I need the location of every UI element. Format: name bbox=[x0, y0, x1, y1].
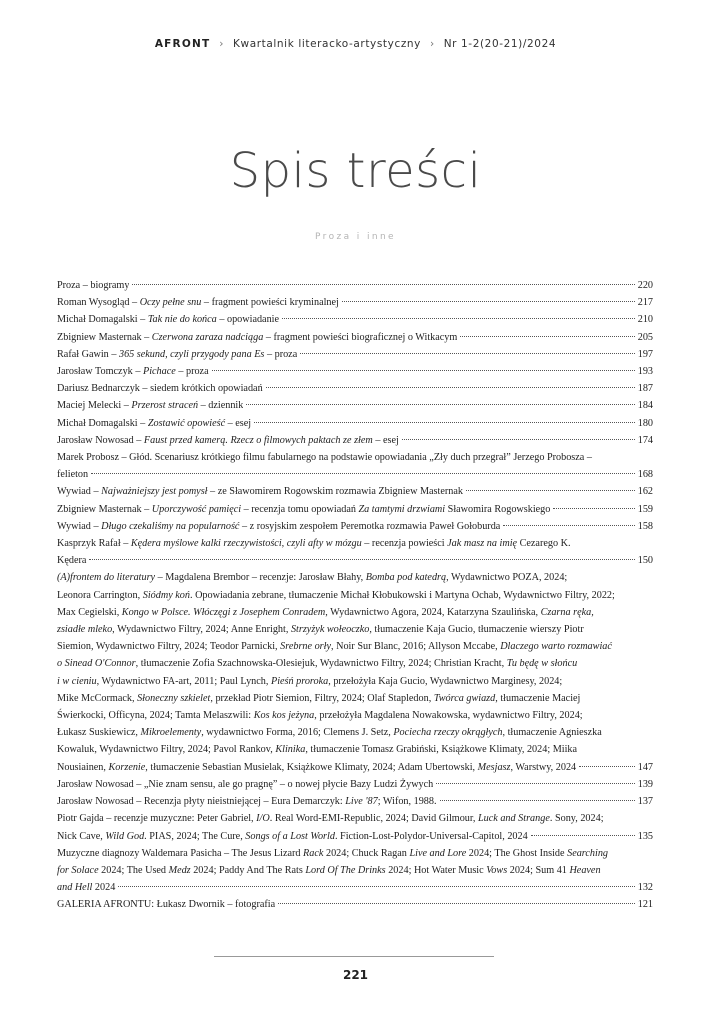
toc-description: – recenzja powieści bbox=[361, 538, 448, 550]
toc-page-number: 158 bbox=[637, 520, 653, 532]
toc-description: Jarosław Nowosad – Recenzja płyty nieistniejącej – Eura Demarczyk: bbox=[57, 796, 346, 808]
toc-work-title: (A)frontem do literatury bbox=[57, 572, 156, 584]
toc-work-title: and Hell bbox=[57, 882, 93, 894]
toc-description: 2024 bbox=[92, 882, 116, 894]
toc-work-title: zsiadłe mleko bbox=[57, 624, 113, 636]
toc-entry bbox=[57, 793, 653, 810]
toc-description: – recenzja tomu opowiadań bbox=[241, 503, 359, 515]
toc-page-number: 159 bbox=[637, 503, 653, 515]
toc-work-title: o Sinead O'Connor bbox=[57, 658, 136, 670]
toc-entry bbox=[57, 363, 653, 380]
toc-description: Nousiainen, bbox=[57, 761, 109, 773]
breadcrumb-separator: › bbox=[219, 38, 225, 50]
toc-work-title: Dlaczego warto rozmawiać bbox=[500, 641, 612, 653]
toc-description: . Real Word-EMI-Republic, 2024; David Gilmour, bbox=[269, 813, 478, 825]
toc-page-number: 168 bbox=[637, 469, 653, 481]
toc-entry bbox=[57, 329, 653, 346]
toc-author: Jarosław Tomczyk – bbox=[57, 366, 143, 378]
toc-work-title: Pichace bbox=[142, 366, 176, 378]
toc-description: Max Cegielski, bbox=[57, 606, 122, 618]
toc-description: – dziennik bbox=[198, 400, 244, 412]
toc-work-title: Luck and Strange bbox=[477, 813, 550, 825]
toc-page-number: 180 bbox=[637, 417, 653, 429]
toc-entry-text bbox=[57, 828, 528, 845]
toc-entry-line bbox=[57, 724, 653, 741]
toc-author: Michał Domagalski – bbox=[57, 314, 148, 326]
toc-work-title: Kongo w Polsce. Włóczęgi z Josephem Conradem bbox=[121, 606, 326, 618]
toc-work-title: Wild God bbox=[105, 830, 145, 842]
toc-entry-last-line bbox=[57, 828, 653, 845]
toc-work-title: Srebrne orły bbox=[280, 641, 331, 653]
toc-description: Kowaluk, Wydawnictwo Filtry, 2024; Pavol Rankov, bbox=[57, 744, 276, 756]
toc-entry-line bbox=[57, 569, 653, 586]
toc-entry-line bbox=[57, 862, 653, 879]
section-label: Proza i inne bbox=[315, 232, 396, 242]
toc-description: , wydawnictwo Forma, 2016; Clemens J. Setz, bbox=[201, 727, 394, 739]
toc-description: , Wydawnictwo Filtry, 2024; Anne Enright, bbox=[112, 624, 291, 636]
toc-description: , tłumaczenie Sebastian Musielak, Książkowe Klimaty, 2024; Adam Ubertowski, bbox=[145, 761, 478, 773]
toc-description: Piotr Gajda – recenzje muzyczne: Peter Gabriel, bbox=[57, 813, 257, 825]
toc-work-title: Uporczywość pamięci bbox=[151, 503, 242, 515]
toc-entry-last-line bbox=[57, 879, 653, 896]
toc-description: , Wydawnictwo POZA, 2024; bbox=[446, 572, 568, 584]
toc-work-title: Słoneczny szkielet bbox=[137, 692, 211, 704]
toc-page-number: 135 bbox=[637, 830, 653, 842]
toc-description: – esej bbox=[372, 434, 399, 446]
magazine-subtitle: Kwartalnik literacko-artystyczny bbox=[233, 38, 421, 50]
toc-work-title: Tak nie do końca bbox=[147, 314, 217, 326]
toc-entry-text bbox=[57, 363, 209, 380]
toc-description: Łukasz Suskiewicz, bbox=[57, 727, 141, 739]
toc-description: . Sony, 2024; bbox=[549, 813, 604, 825]
toc-entry-line bbox=[57, 741, 653, 758]
toc-description: Świerkocki, Officyna, 2024; Tamta Melaszwili: bbox=[57, 710, 254, 722]
toc-page-number: 184 bbox=[637, 400, 653, 412]
toc-work-title: Strzyżyk wołeoczko bbox=[290, 624, 370, 636]
toc-description: 2024; Chuck Ragan bbox=[323, 847, 410, 859]
toc-work-title: Pociecha rzeczy okrągłych bbox=[393, 727, 503, 739]
toc-entry bbox=[57, 449, 653, 483]
toc-work-title: Medz bbox=[168, 864, 191, 876]
toc-entry-text bbox=[57, 879, 115, 896]
toc-work-title: I/O bbox=[256, 813, 270, 825]
toc-work-title: for Solace bbox=[57, 864, 99, 876]
toc-entry-line bbox=[57, 810, 653, 827]
toc-entry-text bbox=[57, 311, 279, 328]
table-of-contents bbox=[57, 277, 653, 914]
toc-description: 2024; Sum 41 bbox=[507, 864, 570, 876]
toc-entry-line bbox=[57, 587, 653, 604]
toc-entry-line bbox=[57, 690, 653, 707]
toc-author: Roman Wysogląd – bbox=[57, 297, 140, 309]
toc-page-number: 187 bbox=[637, 383, 653, 395]
toc-author: Wywiad – bbox=[57, 520, 102, 532]
toc-work-title: Czarna ręka, bbox=[540, 606, 594, 618]
toc-author: Michał Domagalski – bbox=[57, 417, 148, 429]
toc-entry-text bbox=[57, 501, 550, 518]
toc-entry-text bbox=[57, 397, 243, 414]
toc-description: Muzyczne diagnozy Waldemara Pasicha – The Jesus Lizard bbox=[57, 847, 304, 859]
toc-page-number: 147 bbox=[637, 761, 653, 773]
toc-description: . Fiction-Lost-Polydor-Universal-Capitol, 2024 bbox=[334, 830, 528, 842]
toc-entry-text bbox=[57, 483, 463, 500]
toc-work-title: Pieśń proroka bbox=[270, 675, 329, 687]
toc-work-title: Searching bbox=[567, 847, 609, 859]
page-number: 221 bbox=[342, 968, 369, 982]
toc-entry-text: Kędera bbox=[57, 555, 87, 567]
toc-entry bbox=[57, 810, 653, 844]
toc-work-title: Zostawić opowieść bbox=[147, 417, 226, 429]
toc-description: Sławomira Rogowskiego bbox=[445, 503, 551, 515]
toc-entry-text bbox=[57, 759, 576, 776]
magazine-brand: AFRONT bbox=[154, 38, 211, 50]
toc-author: Zbigniew Masternak – bbox=[57, 503, 152, 515]
toc-work-title: i w cieniu bbox=[57, 675, 97, 687]
toc-description: , tłumaczenie Tomasz Grabiński, Książkowe Klimaty, 2024; Miika bbox=[305, 744, 578, 756]
toc-entry-line bbox=[57, 638, 653, 655]
toc-entry-line bbox=[57, 707, 653, 724]
toc-description: , tłumaczenie Kaja Gucio, tłumaczenie wierszy Piotr bbox=[369, 624, 584, 636]
toc-work-title: Rack bbox=[303, 847, 324, 859]
toc-description: – fragment powieści kryminalnej bbox=[201, 297, 339, 309]
toc-page-number: 150 bbox=[637, 555, 653, 567]
toc-page-number: 121 bbox=[637, 899, 653, 911]
toc-entry bbox=[57, 518, 653, 535]
footer-rule bbox=[214, 956, 494, 957]
toc-work-title: Mesjasz bbox=[477, 761, 511, 773]
toc-entry bbox=[57, 346, 653, 363]
toc-description: Siemion, Wydawnictwo Filtry, 2024; Teodor Parnicki, bbox=[57, 641, 281, 653]
toc-page-number: 139 bbox=[637, 778, 653, 790]
toc-entry bbox=[57, 896, 653, 913]
toc-work-title: Jak masz na imię bbox=[447, 538, 518, 550]
toc-description: 2024; Paddy And The Rats bbox=[190, 864, 306, 876]
toc-work-title: Mikroelementy bbox=[140, 727, 202, 739]
toc-author: Rafał Gawin – bbox=[57, 348, 119, 360]
toc-author: Kasprzyk Rafał – bbox=[57, 538, 131, 550]
toc-description: , Wydawnictwo Agora, 2024, Katarzyna Szaulińska, bbox=[325, 606, 541, 618]
toc-page-number: 174 bbox=[637, 434, 653, 446]
toc-description: , Wydawnictwo FA-art, 2011; Paul Lynch, bbox=[96, 675, 271, 687]
toc-entry bbox=[57, 776, 653, 793]
toc-entry bbox=[57, 397, 653, 414]
toc-work-title: Tu będę w słońcu bbox=[506, 658, 578, 670]
toc-entry bbox=[57, 501, 653, 518]
toc-author: Maciej Melecki – bbox=[57, 400, 132, 412]
running-header bbox=[0, 38, 711, 50]
toc-work-title: 365 sekund, czyli przygody pana Es bbox=[118, 348, 265, 360]
toc-description: , przekład Piotr Siemion, Filtry, 2024; Olaf Stapledon, bbox=[210, 692, 434, 704]
toc-work-title: Bomba pod katedrą bbox=[365, 572, 447, 584]
toc-page-number: 132 bbox=[637, 882, 653, 894]
toc-description: , Warstwy, 2024 bbox=[510, 761, 577, 773]
issue-number: Nr 1-2(20-21)/2024 bbox=[443, 38, 557, 50]
dot-leader bbox=[579, 766, 635, 767]
dot-leader bbox=[460, 336, 634, 337]
toc-entry bbox=[57, 294, 653, 311]
dot-leader bbox=[132, 284, 634, 285]
dot-leader bbox=[300, 353, 635, 354]
toc-description: Cezarego K. bbox=[517, 538, 571, 550]
dot-leader bbox=[402, 439, 635, 440]
toc-page-number: 162 bbox=[637, 486, 653, 498]
toc-description: 2024; The Used bbox=[98, 864, 169, 876]
toc-entry-last-line bbox=[57, 759, 653, 776]
dot-leader bbox=[91, 473, 635, 474]
toc-description: Nick Cave, bbox=[57, 830, 106, 842]
toc-description: . PIAS, 2024; The Cure, bbox=[144, 830, 246, 842]
toc-entry-text bbox=[57, 346, 297, 363]
toc-author: Zbigniew Masternak – bbox=[57, 331, 152, 343]
toc-description: – Magdalena Brembor – recenzje: Jarosław Błahy, bbox=[155, 572, 366, 584]
toc-description: , tłumaczenie Zofia Szachnowska-Olesiejuk, Wydawnictwo Filtry, 2024; Christian Kracht, bbox=[135, 658, 507, 670]
toc-entry-line bbox=[57, 845, 653, 862]
toc-work-title: Klinika bbox=[275, 744, 306, 756]
toc-entry-text: GALERIA AFRONTU: Łukasz Dwornik – fotografia bbox=[57, 899, 276, 911]
dot-leader bbox=[282, 318, 635, 319]
dot-leader bbox=[553, 508, 634, 509]
page-title: Spis treści bbox=[229, 143, 482, 199]
toc-work-title: Vows bbox=[486, 864, 508, 876]
toc-entry-text: Proza – biogramy bbox=[57, 280, 130, 291]
toc-work-title: Najważniejszy jest pomysł bbox=[101, 486, 208, 498]
dot-leader bbox=[503, 525, 634, 526]
toc-entry-line: Marek Probosz – Głód. Scenariusz krótkiego filmu fabularnego na podstawie opowiadania „Zły duch przegrał” Jerzego Probosza – bbox=[57, 452, 592, 464]
toc-work-title: Siódmy koń bbox=[142, 589, 190, 601]
toc-entry bbox=[57, 535, 653, 569]
toc-work-title: Twórca gwiazd bbox=[433, 692, 496, 704]
toc-entry bbox=[57, 432, 653, 449]
dot-leader bbox=[266, 387, 635, 388]
toc-entry-text: Dariusz Bednarczyk – siedem krótkich opowiadań bbox=[57, 383, 263, 395]
toc-entry bbox=[57, 380, 653, 397]
toc-entry bbox=[57, 483, 653, 500]
toc-work-title: Za tamtymi drzwiami bbox=[358, 503, 446, 515]
toc-work-title: Przerost straceń bbox=[131, 400, 199, 412]
toc-page-number: 220 bbox=[637, 280, 653, 291]
toc-entry-line bbox=[57, 621, 653, 638]
toc-entry-text: Jarosław Nowosad – „Nie znam sensu, ale go pragnę” – o nowej płycie Bazy Ludzi Żywych bbox=[57, 778, 434, 790]
toc-entry-text bbox=[57, 415, 251, 432]
toc-page-number: 137 bbox=[637, 796, 653, 808]
dot-leader bbox=[118, 886, 634, 887]
toc-description: , przełożyła Kaja Gucio, Wydawnictwo Marginesy, 2024; bbox=[328, 675, 563, 687]
toc-work-title: Długo czekaliśmy na popularność bbox=[101, 520, 240, 532]
toc-entry-line bbox=[57, 604, 653, 621]
toc-work-title: Kos kos jeżyna bbox=[253, 710, 315, 722]
toc-page-number: 197 bbox=[637, 348, 653, 360]
toc-description: Mike McCormack, bbox=[57, 692, 138, 704]
toc-page-number: 217 bbox=[637, 297, 653, 309]
toc-entry-text bbox=[57, 329, 457, 346]
dot-leader bbox=[531, 835, 635, 836]
dot-leader bbox=[254, 422, 635, 423]
toc-description: – proza bbox=[264, 348, 298, 360]
toc-entry bbox=[57, 569, 653, 775]
dot-leader bbox=[466, 490, 635, 491]
toc-description: . Opowiadania zebrane, tłumaczenie Michał Kłobukowski i Martyna Ochab, Wydawnictwo Filtry, 2022; bbox=[189, 589, 615, 601]
toc-description: – proza bbox=[175, 366, 209, 378]
toc-entry-line bbox=[57, 535, 653, 552]
toc-description: ; Wifon, 1988. bbox=[377, 796, 437, 808]
toc-work-title: Songs of a Lost World bbox=[245, 830, 335, 842]
toc-description: – fragment powieści biograficznej o Witkacym bbox=[263, 331, 458, 343]
toc-work-title: Live and Lore bbox=[409, 847, 467, 859]
dot-leader bbox=[440, 800, 635, 801]
toc-description: , tłumaczenie Maciej bbox=[495, 692, 581, 704]
toc-description: , Noir Sur Blanc, 2016; Allyson Mccabe, bbox=[331, 641, 501, 653]
toc-author: Wywiad – bbox=[57, 486, 102, 498]
toc-work-title: Faust przed kamerą. Rzecz o filmowych paktach ze złem bbox=[143, 434, 373, 446]
toc-entry-line bbox=[57, 655, 653, 672]
toc-work-title: Live '87 bbox=[345, 796, 378, 808]
toc-author: Jarosław Nowosad – bbox=[57, 434, 144, 446]
toc-description: Leonora Carrington, bbox=[57, 589, 143, 601]
toc-description: , tłumaczenie Agnieszka bbox=[502, 727, 602, 739]
dot-leader bbox=[278, 903, 635, 904]
toc-description: – ze Sławomirem Rogowskim rozmawia Zbigniew Masternak bbox=[207, 486, 463, 498]
dot-leader bbox=[212, 370, 635, 371]
toc-work-title: Czerwona zaraza nadciąga bbox=[151, 331, 264, 343]
toc-description: – opowiadanie bbox=[216, 314, 280, 326]
toc-description: 2024; The Ghost Inside bbox=[466, 847, 568, 859]
toc-entry-last-line bbox=[57, 552, 653, 569]
toc-entry bbox=[57, 415, 653, 432]
toc-work-title: Kędera myślowe kalki rzeczywistości, czyli afty w mózgu bbox=[130, 538, 362, 550]
dot-leader bbox=[89, 559, 634, 560]
toc-work-title: Heaven bbox=[569, 864, 601, 876]
toc-work-title: Lord Of The Drinks bbox=[305, 864, 386, 876]
toc-work-title: Korzenie bbox=[108, 761, 146, 773]
toc-description: , przełożyła Magdalena Nowakowska, wydawnictwo Filtry, 2024; bbox=[314, 710, 583, 722]
dot-leader bbox=[436, 783, 634, 784]
dot-leader bbox=[342, 301, 635, 302]
toc-page-number: 210 bbox=[637, 314, 653, 326]
toc-entry-text bbox=[57, 793, 437, 810]
toc-page-number: 193 bbox=[637, 366, 653, 378]
toc-entry-text bbox=[57, 294, 339, 311]
toc-entry bbox=[57, 277, 653, 294]
toc-page-number: 205 bbox=[637, 331, 653, 343]
toc-work-title: Oczy pełne snu bbox=[139, 297, 202, 309]
toc-entry-last-line bbox=[57, 466, 653, 483]
toc-description: 2024; Hot Water Music bbox=[385, 864, 487, 876]
toc-entry-text bbox=[57, 432, 399, 449]
toc-entry bbox=[57, 845, 653, 897]
breadcrumb-separator: › bbox=[429, 38, 435, 50]
toc-description: – esej bbox=[225, 417, 252, 429]
toc-entry-text: felieton bbox=[57, 469, 89, 481]
toc-entry-line bbox=[57, 673, 653, 690]
toc-description: – z rosyjskim zespołem Peremotka rozmawia Paweł Gołoburda bbox=[239, 520, 501, 532]
dot-leader bbox=[246, 404, 634, 405]
toc-entry bbox=[57, 311, 653, 328]
toc-entry-text bbox=[57, 518, 500, 535]
